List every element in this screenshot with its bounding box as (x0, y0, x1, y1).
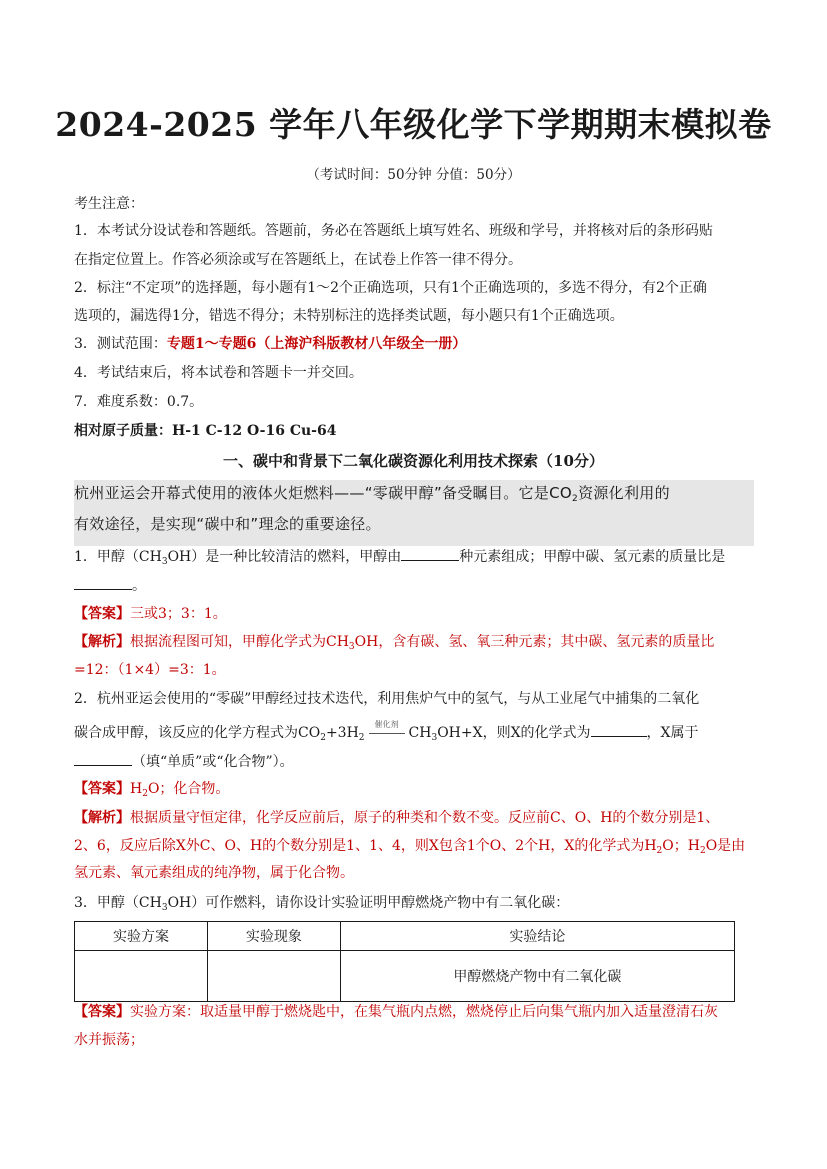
table-cell[interactable] (75, 951, 208, 1002)
table-cell: 甲醇燃烧产物中有二氧化碳 (340, 951, 734, 1002)
answer-blank[interactable] (591, 722, 647, 737)
catalyst-arrow: 催化剂 (367, 724, 407, 742)
question-2-analysis-line-2: 2、6，反应后除X外C、O、H的个数分别是1、1、4，则X包含1个O、2个H，X的化学式为$H_2O$；$H_2O$是由 (74, 838, 746, 856)
question-1-analysis-line-2: =12：（1×4）=3：1。 (74, 662, 226, 678)
notice-item-1-line-1: 1．本考试分设试卷和答题纸。答题前，务必在答题纸上填写姓名、班级和学号，并将核对后的条形码贴 (74, 223, 713, 239)
question-1-line-2: 。 (74, 575, 754, 596)
question-1-line-1: 1．甲醇$(CH_3OH)$是一种比较清洁的燃料，甲醇由 种元素组成；甲醇中碳、氢元素的质量比是 (74, 546, 754, 567)
table-cell[interactable] (207, 951, 340, 1002)
exam-info: （考试时间：50分钟 分值：50分） (306, 167, 521, 183)
question-3-answer-line-2: 水并振荡； (74, 1032, 144, 1048)
header-cell: 实验现象 (207, 922, 340, 951)
notice-item-7: 7．难度系数：0.7。 (74, 394, 204, 410)
question-2-answer: 【答案】$H_2O$；化合物。 (74, 781, 230, 799)
page-title: 2024-2025 学年八年级化学下学期期末模拟卷 (55, 105, 772, 144)
notice-heading: 考生注意： (74, 196, 144, 212)
question-2-line-2: 碳合成甲醇，该反应的化学方程式为$CO_2+3H_2$ 催化剂 $CH_3OH+X$，则X的化学式为 ，X属于 (74, 720, 699, 743)
passage-line-1: 杭州亚运会开幕式使用的液体火炬燃料——“零碳甲醇”备受瞩目。它是$CO_2$资源化利用的 (74, 484, 670, 504)
question-2-line-3: （填“单质”或“化合物”）。 (74, 751, 754, 772)
question-1-answer: 【答案】三或3；3：1。 (74, 606, 227, 622)
notice-item-2-line-1: 2．标注“不定项”的选择题，每小题有1～2个正确选项，只有1个正确选项的，多选不得分，有2个正确 (74, 280, 707, 296)
test-range: 专题1～专题6（上海沪科版教材八年级全一册） (166, 336, 467, 352)
passage-line-2: 有效途径，是实现“碳中和”理念的重要途径。 (74, 515, 381, 533)
section-1-title: 一、碳中和背景下二氧化碳资源化利用技术探索（10分） (223, 452, 604, 470)
atomic-mass: 相对原子质量：H-1 C-12 O-16 Cu-64 (74, 423, 337, 439)
notice-item-2-line-2: 选项的，漏选得1分，错选不得分；未特别标注的选择类试题，每小题只有1个正确选项。 (74, 308, 624, 324)
reading-passage (74, 480, 754, 546)
header-cell: 实验方案 (75, 922, 208, 951)
question-1-analysis-line-1: 【解析】根据流程图可知，甲醇化学式为$CH_3OH$，含有碳、氢、氧三种元素；其中碳、氢元素的质量比 (74, 634, 715, 652)
question-2-line-1: 2．杭州亚运会使用的“零碳”甲醇经过技术迭代，利用焦炉气中的氢气，与从工业尾气中捕集的二氧化 (74, 691, 700, 707)
question-2-analysis-line-1: 【解析】根据质量守恒定律，化学反应前后，原子的种类和个数不变。反应前C、O、H的个数分别是1、 (74, 810, 720, 826)
answer-blank[interactable] (74, 575, 132, 590)
table-header-row (75, 922, 735, 951)
question-2-analysis-line-3: 氢元素、氧元素组成的纯净物，属于化合物。 (74, 865, 354, 881)
notice-item-1-line-2: 在指定位置上。作答必须涂或写在答题纸上，在试卷上作答一律不得分。 (74, 252, 522, 268)
notice-item-3: 3．测试范围：专题1～专题6（上海沪科版教材八年级全一册） (74, 336, 467, 352)
header-cell: 实验结论 (340, 922, 734, 951)
notice-item-4: 4．考试结束后，将本试卷和答题卡一并交回。 (74, 365, 363, 381)
experiment-table (74, 921, 735, 1002)
answer-blank[interactable] (401, 546, 459, 561)
table-row (75, 951, 735, 1002)
answer-blank[interactable] (74, 751, 132, 766)
question-3-line-1: 3．甲醇$(CH_3OH)$可作燃料，请你设计实验证明甲醇燃烧产物中有二氧化碳： (74, 895, 570, 913)
question-3-answer-line-1: 【答案】实验方案：取适量甲醇于燃烧匙中，在集气瓶内点燃，燃烧停止后向集气瓶内加入适量澄清石灰 (74, 1004, 718, 1020)
